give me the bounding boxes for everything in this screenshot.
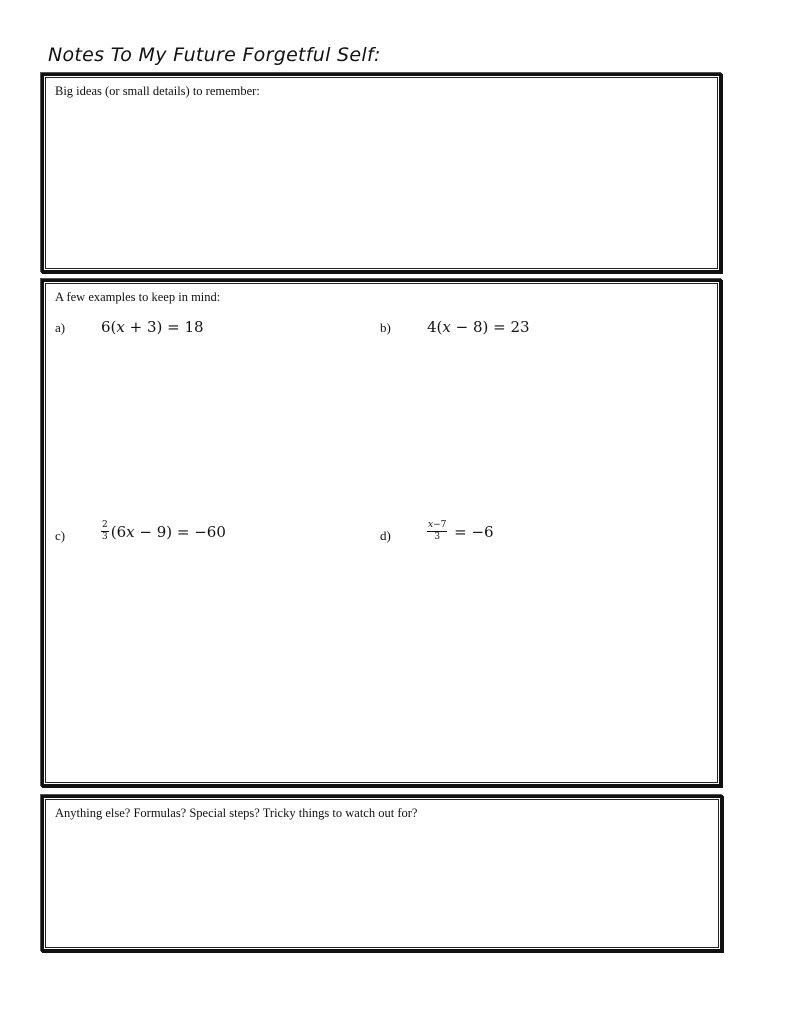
examples-label: A few examples to keep in mind: (55, 290, 221, 304)
example-d-frac-den: 3 (434, 532, 441, 542)
example-d-fraction (427, 521, 447, 542)
example-b-letter: b) (380, 320, 391, 335)
example-c-frac-den: 3 (102, 532, 108, 542)
examples-box[interactable] (41, 279, 722, 787)
example-d-frac-num-rest: −7 (433, 520, 447, 530)
example-d-letter: d) (380, 528, 391, 543)
example-c-paren: (6 (110, 522, 127, 541)
example-a-rest: + 3) = 18 (124, 318, 204, 336)
page-title: Notes To My Future Forgetful Self: (48, 44, 381, 66)
example-c-equation (101, 521, 226, 542)
example-b-var: x (442, 318, 451, 336)
example-c-var: x (126, 522, 135, 541)
example-b-equation (427, 318, 530, 336)
example-d-frac-num (427, 521, 447, 532)
example-d-rest: = −6 (449, 522, 494, 541)
example-b-rest: − 8) = 23 (450, 318, 530, 336)
example-a-coef: 6( (101, 318, 117, 336)
example-c-letter: c) (55, 528, 66, 543)
example-a-var: x (116, 318, 125, 336)
example-a-equation (101, 318, 204, 336)
example-c-frac-num: 2 (102, 520, 108, 530)
example-c-fraction (101, 521, 109, 542)
anything-else-label: Anything else? Formulas? Special steps? Tricky things to watch out for? (55, 806, 418, 820)
example-b-coef: 4( (427, 318, 443, 336)
example-a-letter: a) (55, 320, 66, 335)
example-d-frac-var: x (428, 520, 434, 530)
big-ideas-label: Big ideas (or small details) to remember: (55, 84, 260, 98)
anything-else-box[interactable] (41, 795, 723, 952)
big-ideas-box[interactable] (41, 73, 722, 273)
example-d-equation (427, 521, 494, 542)
example-c-rest: − 9) = −60 (134, 522, 226, 541)
